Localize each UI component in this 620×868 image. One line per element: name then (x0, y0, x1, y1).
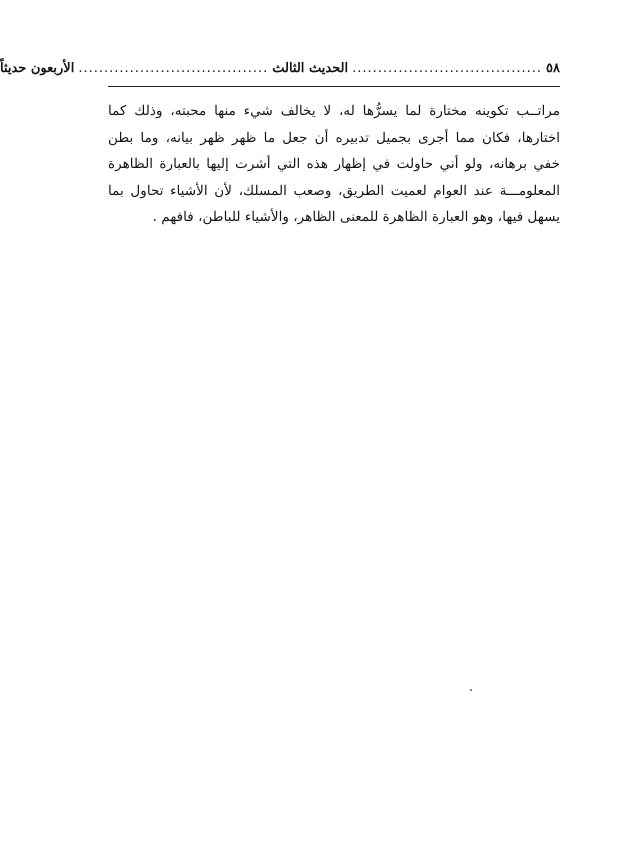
header-rule (108, 86, 560, 87)
text-line: يسهل فيها، وهو العبارة الظاهرة للمعنى الظاهر، والأشياء للباطن، فافهم . (152, 209, 560, 226)
text-line: مراتــب تكوينه مختارة لما يسرُّها له، لا يخالف شيء منها محبته، وذلك كما (108, 103, 560, 119)
text-line: اختارها، فكان مما أجرى بجميل تدبيره أن جعل ما ظهر ظهر بيانه، وما بطن (108, 129, 560, 146)
page-number: ٥٨ (546, 61, 560, 76)
leader-dots: ..................................... (352, 61, 543, 76)
scan-speck (470, 689, 472, 691)
text-line: خفي برهانه، ولو أني حاولت في إظهار هذه التي أشرت إليها بالعبارة الظاهرة (108, 156, 560, 173)
book-title: الأربعون حديثاً (0, 61, 75, 76)
leader-dots: ..................................... (78, 61, 269, 76)
section-title: الحديث الثالث (272, 61, 349, 76)
running-header (0, 61, 560, 83)
text-line: المعلومـــة عند العوام لعميت الطريق، وصعب المسلك، لأن الأشياء تحاول بما (108, 182, 560, 199)
body-paragraph (108, 98, 560, 231)
